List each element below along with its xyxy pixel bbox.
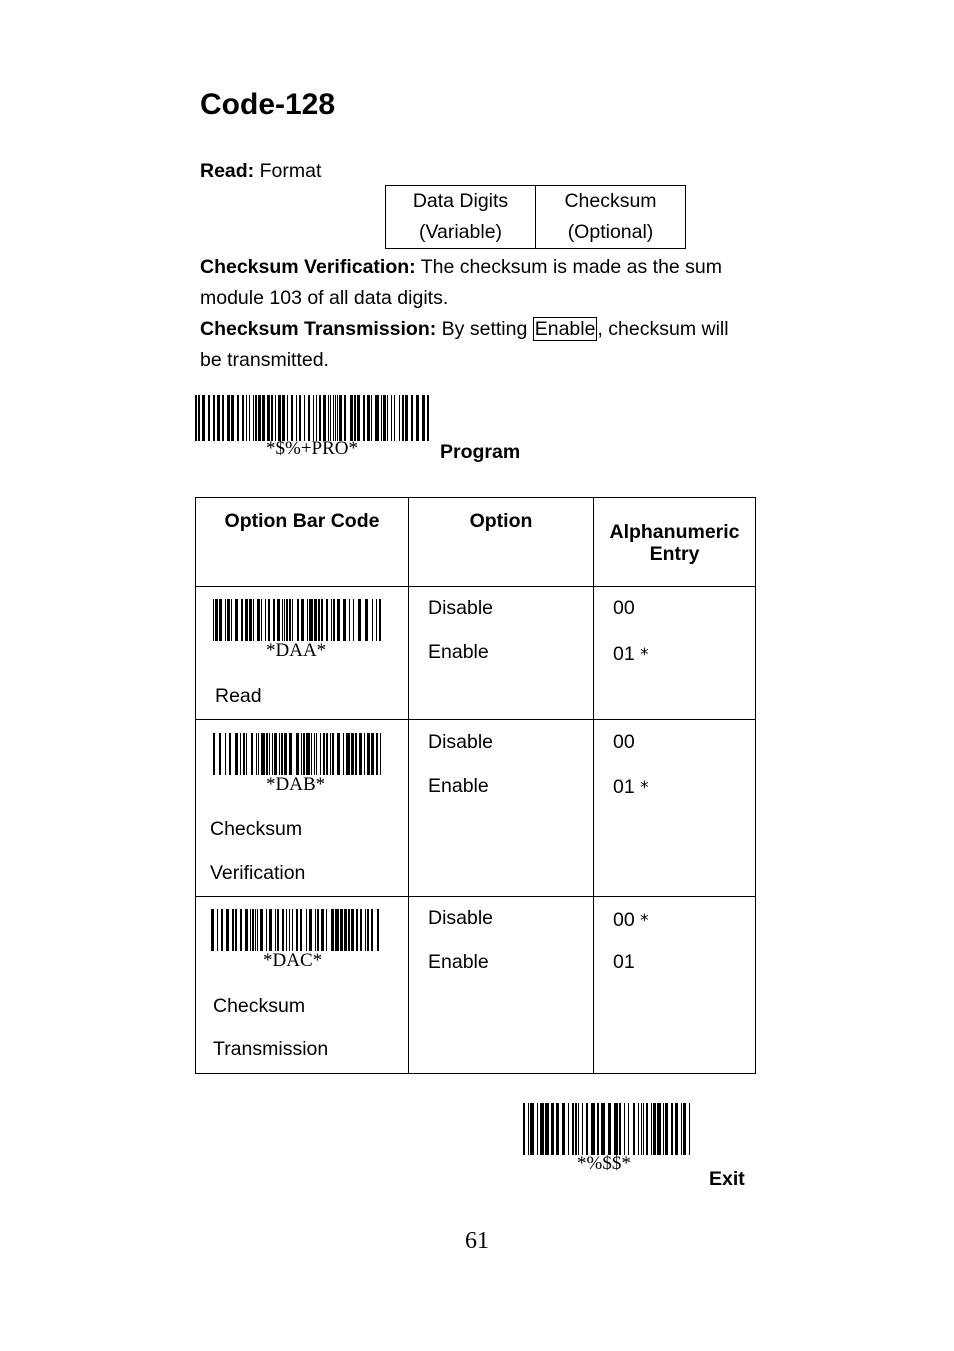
barcode-bar	[245, 599, 248, 641]
barcode-bar	[266, 909, 267, 951]
barcode-bar	[350, 395, 353, 441]
barcode-bar	[272, 733, 273, 775]
barcode-bar	[213, 733, 215, 775]
barcode-bar	[381, 395, 382, 441]
barcode-bar	[523, 1103, 525, 1155]
option-enable: Enable	[428, 641, 489, 663]
format-cell-checksum: Checksum (Optional)	[536, 186, 686, 249]
barcode-bar	[391, 395, 392, 441]
barcode-bar	[308, 395, 310, 441]
barcode-bar	[380, 733, 381, 775]
barcode-bar	[633, 1103, 635, 1155]
barcode-bar	[575, 1103, 577, 1155]
barcode-bar	[277, 599, 280, 641]
barcode-bar	[351, 909, 354, 951]
barcode-bar	[323, 395, 326, 441]
barcode-bar	[646, 1103, 648, 1155]
barcode-bar	[337, 733, 340, 775]
header-alphanumeric-entry: Alphanumeric Entry	[594, 498, 756, 587]
barcode-bar	[376, 733, 378, 775]
format-table	[385, 185, 686, 249]
barcode-bar	[226, 909, 229, 951]
barcode-bar	[300, 909, 302, 951]
barcode-bar	[411, 395, 413, 441]
barcode-bar	[351, 733, 354, 775]
barcode-bar	[267, 395, 270, 441]
barcode-bar	[364, 733, 365, 775]
barcode-bar	[653, 1103, 656, 1155]
barcode-bar	[241, 599, 243, 641]
barcode-bar	[296, 733, 299, 775]
barcode-bar	[337, 395, 338, 441]
barcode-bar	[269, 909, 272, 951]
barcode-bar	[237, 395, 239, 441]
barcode-bar	[317, 909, 319, 951]
barcode-bar	[256, 733, 257, 775]
barcode-bar	[297, 599, 299, 641]
barcode-bar	[286, 599, 288, 641]
barcode-bar	[243, 733, 245, 775]
barcode-bar	[289, 599, 291, 641]
barcode-bar	[321, 909, 324, 951]
exit-barcode[interactable]	[523, 1103, 690, 1155]
barcode-bar	[326, 733, 328, 775]
enable-boxed: Enable	[534, 318, 596, 340]
barcode-bar	[348, 909, 350, 951]
barcode-bar	[343, 599, 346, 641]
table-row: *DAA* Read Disable Enable 00 01 *	[196, 587, 756, 720]
barcode-bar	[371, 733, 374, 775]
barcode-bar	[314, 599, 317, 641]
barcode-bar	[344, 395, 346, 441]
barcode-bar	[383, 395, 386, 441]
barcode-bar	[257, 599, 260, 641]
barcode-bar	[372, 599, 373, 641]
barcode-bar	[278, 395, 281, 441]
barcode-bar	[586, 1103, 588, 1155]
barcode-bar	[225, 599, 226, 641]
entry-00: 00	[613, 597, 635, 619]
barcode-bar	[331, 909, 334, 951]
barcode-bar	[624, 1103, 625, 1155]
barcode-bar	[405, 395, 408, 441]
barcode-bar	[367, 733, 370, 775]
default-star-icon: *	[640, 645, 649, 665]
barcode-bar	[321, 599, 323, 641]
barcode-bar	[246, 733, 247, 775]
barcode-bar	[326, 909, 327, 951]
barcode-bar	[651, 1103, 652, 1155]
barcode-bar	[289, 733, 292, 775]
barcode-bar	[337, 599, 340, 641]
read-barcode[interactable]	[213, 599, 381, 641]
barcode-bar	[231, 599, 232, 641]
barcode-bar	[246, 395, 247, 441]
barcode-bar	[540, 1103, 544, 1155]
barcode-bar	[284, 599, 285, 641]
barcode-bar	[402, 395, 404, 441]
barcode-bar	[211, 909, 214, 951]
barcode-bar	[301, 599, 304, 641]
barcode-bar	[572, 1103, 574, 1155]
default-star-icon: *	[640, 778, 649, 798]
exit-barcode-text: *%$$*	[577, 1153, 631, 1174]
program-barcode[interactable]	[195, 395, 429, 441]
barcode-bar	[260, 909, 263, 951]
barcode-bar	[349, 599, 350, 641]
barcode-bar	[556, 1103, 559, 1155]
barcode-bar	[309, 909, 312, 951]
barcode-bar	[528, 1103, 529, 1155]
program-label: Program	[440, 441, 521, 463]
barcode-bar	[377, 909, 379, 951]
barcode-bar	[213, 599, 214, 641]
barcode-bar	[217, 395, 220, 441]
barcode-bar	[359, 733, 362, 775]
checksum-transmission-barcode[interactable]	[211, 909, 379, 951]
page-title: Code-128	[200, 88, 336, 121]
barcode-bar	[306, 733, 310, 775]
barcode-bar	[394, 395, 395, 441]
barcode-bar	[296, 909, 298, 951]
barcode-bar	[330, 733, 331, 775]
barcode-bar	[268, 599, 270, 641]
barcode-bar	[281, 733, 283, 775]
barcode-bar	[346, 733, 350, 775]
barcode-bar	[319, 395, 321, 441]
barcode-bar	[265, 599, 266, 641]
barcode-bar	[641, 1103, 642, 1155]
barcode-bar	[287, 395, 288, 441]
barcode-bar	[367, 395, 370, 441]
barcode-bar	[284, 733, 287, 775]
barcode-bar	[628, 1103, 629, 1155]
barcode-bar	[219, 733, 221, 775]
barcode-bar	[195, 395, 197, 441]
barcode-bar	[681, 1103, 682, 1155]
barcode-bar	[422, 395, 425, 441]
barcode-bar	[619, 1103, 621, 1155]
barcode-bar	[314, 733, 315, 775]
barcode-bar	[269, 733, 270, 775]
barcode-bar	[330, 395, 331, 441]
barcode-bar	[296, 395, 297, 441]
barcode-bar	[354, 395, 356, 441]
barcode-bar	[258, 395, 261, 441]
barcode-bar	[578, 1103, 579, 1155]
barcode-bar	[227, 395, 230, 441]
barcode-bar	[360, 909, 362, 951]
barcode-bar	[198, 395, 200, 441]
barcode-bar	[387, 395, 388, 441]
row-name: Read	[215, 685, 262, 707]
barcode-bar	[530, 1103, 534, 1155]
table-row: *DAC* Checksum Transmission Disable Enable 00 * 01	[196, 897, 756, 1074]
barcode-bar	[261, 733, 265, 775]
barcode-bar	[213, 395, 215, 441]
read-format-text: Format	[259, 160, 322, 182]
barcode-bar	[251, 733, 253, 775]
barcode-bar	[683, 1103, 686, 1155]
row-name: Checksum	[210, 818, 303, 840]
barcode-bar	[235, 733, 238, 775]
entry-00: 00	[613, 731, 635, 753]
barcode-bar	[416, 395, 419, 441]
entry-01: 01 *	[613, 776, 649, 798]
barcode-bar	[331, 599, 332, 641]
barcode-bar	[219, 599, 222, 641]
barcode-bar	[344, 909, 347, 951]
barcode-bar	[671, 1103, 673, 1155]
barcode-bar	[332, 733, 334, 775]
default-star-icon: *	[640, 911, 649, 931]
barcode-bar	[240, 733, 241, 775]
exit-label: Exit	[709, 1168, 745, 1190]
barcode-bar	[399, 395, 400, 441]
barcode-bar	[333, 599, 335, 641]
barcode-bar	[363, 395, 365, 441]
barcode-bar	[250, 909, 251, 951]
row-name: Checksum	[213, 995, 306, 1017]
barcode-bar	[301, 733, 302, 775]
barcode-bar	[217, 909, 218, 951]
barcode-bar	[367, 909, 369, 951]
checksum-verification-paragraph: Checksum Verification: The checksum is made as the sum module 103 of all data digits. Checksum Transmission: By setting Enable , checksum will be transmitted.	[200, 256, 729, 371]
barcode-bar	[255, 909, 256, 951]
barcode-bar	[689, 1103, 690, 1155]
barcode-bar	[638, 1103, 639, 1155]
barcode-bar	[282, 599, 283, 641]
barcode-bar	[286, 909, 287, 951]
barcode-bar	[675, 1103, 678, 1155]
barcode-bar	[235, 909, 237, 951]
barcode-bar	[371, 909, 373, 951]
program-barcode-text: *$%+PRO*	[266, 438, 359, 459]
barcode-bar	[257, 909, 258, 951]
option-disable: Disable	[428, 907, 494, 929]
barcode-bar	[306, 909, 307, 951]
format-cell-data-digits: Data Digits (Variable)	[386, 186, 536, 249]
option-enable: Enable	[428, 775, 489, 797]
barcode-bar	[275, 909, 276, 951]
row-name-2: Verification	[210, 862, 306, 884]
barcode-bar	[323, 733, 325, 775]
barcode-bar	[291, 395, 293, 441]
barcode-bar	[328, 395, 329, 441]
barcode-bar	[262, 395, 265, 441]
option-enable: Enable	[428, 951, 489, 973]
barcode-bar	[356, 909, 358, 951]
barcode-bar	[229, 733, 231, 775]
barcode-bar	[271, 395, 273, 441]
barcode-bar	[582, 1103, 583, 1155]
barcode-bar	[242, 395, 244, 441]
read-format-line	[200, 156, 321, 187]
barcode-bar	[266, 733, 268, 775]
barcode-bar	[307, 599, 308, 641]
barcode-bar	[568, 1103, 569, 1155]
options-table	[195, 497, 756, 1074]
barcode-bar	[343, 733, 344, 775]
barcode-bar	[335, 395, 336, 441]
barcode-bar	[232, 909, 234, 951]
barcode-bar	[225, 733, 226, 775]
barcode-bar	[597, 1103, 599, 1155]
entry-01: 01	[613, 951, 635, 973]
barcode-bar	[235, 599, 238, 641]
barcode-bar	[358, 599, 361, 641]
barcode-bar	[240, 909, 242, 951]
barcode-bar	[665, 1103, 668, 1155]
barcode-bar	[545, 1103, 549, 1155]
barcode-bar	[275, 395, 276, 441]
barcode-bar	[303, 733, 305, 775]
barcode-bar	[375, 395, 379, 441]
barcode-bar	[249, 395, 250, 441]
barcode-bar	[215, 599, 218, 641]
barcode-bar	[316, 395, 317, 441]
barcode-bar	[427, 395, 429, 441]
barcode-bar	[311, 733, 312, 775]
barcode-bar	[231, 395, 234, 441]
barcode-bar	[333, 395, 334, 441]
barcode-bar	[614, 1103, 618, 1155]
barcode-bar	[282, 909, 284, 951]
barcode-bar	[355, 733, 357, 775]
barcode-bar	[562, 1103, 565, 1155]
barcode-bar	[227, 599, 230, 641]
barcode-bar	[318, 599, 320, 641]
barcode-bar	[357, 395, 360, 441]
barcode-bar	[279, 733, 280, 775]
barcode-bar	[202, 395, 205, 441]
barcode-bar	[335, 909, 339, 951]
barcode-bar	[313, 395, 314, 441]
barcode-bar	[315, 909, 316, 951]
barcode-bar	[273, 599, 275, 641]
barcode-bar	[365, 599, 368, 641]
barcode-bar	[316, 733, 317, 775]
header-option-bar-code: Option Bar Code	[196, 498, 409, 587]
barcode-bar	[253, 599, 254, 641]
barcode-bar	[339, 395, 342, 441]
barcode-bar	[208, 395, 210, 441]
barcode-bar	[643, 1103, 644, 1155]
option-disable: Disable	[428, 731, 494, 753]
barcode-bar	[353, 599, 354, 641]
barcode-bar	[304, 395, 305, 441]
barcode-bar	[601, 1103, 605, 1155]
barcode-bar	[591, 1103, 595, 1155]
barcode-bar	[249, 599, 252, 641]
barcode-bar	[376, 599, 377, 641]
barcode-bar	[326, 599, 328, 641]
checksum-verification-barcode[interactable]	[213, 733, 381, 775]
barcode-bar	[261, 599, 262, 641]
barcode-bar	[289, 909, 290, 951]
barcode-bar	[252, 909, 254, 951]
table-row: *DAB* Checksum Verification Disable Enable 00 01 *	[196, 720, 756, 897]
barcode-bar	[371, 395, 372, 441]
header-option: Option	[409, 498, 594, 587]
barcode-bar	[309, 599, 313, 641]
barcode-bar	[379, 599, 381, 641]
row-name-2: Transmission	[213, 1038, 329, 1060]
barcode-bar	[657, 1103, 661, 1155]
barcode-bar	[663, 1103, 664, 1155]
barcode-bar	[320, 733, 321, 775]
page-number: 61	[465, 1228, 489, 1254]
barcode-bar	[537, 1103, 538, 1155]
barcode-bar	[221, 909, 223, 951]
barcode-bar	[292, 599, 293, 641]
barcode-bar	[340, 909, 343, 951]
barcode-bar	[222, 395, 224, 441]
entry-00: 00 *	[613, 909, 649, 931]
barcode-bar	[365, 909, 366, 951]
barcode-bar	[255, 395, 257, 441]
barcode-bar	[551, 1103, 554, 1155]
barcode-bar	[299, 395, 301, 441]
barcode-bar	[258, 733, 259, 775]
entry-01: 01 *	[613, 643, 649, 665]
barcode-bar	[282, 395, 285, 441]
option-disable: Disable	[428, 597, 494, 619]
barcode-bar	[608, 1103, 611, 1155]
barcode-bar	[245, 909, 248, 951]
barcode-bar	[277, 909, 279, 951]
read-label: Read:	[200, 160, 255, 182]
barcode-bar	[274, 733, 277, 775]
barcode-bar	[292, 909, 293, 951]
barcode-bar	[253, 395, 254, 441]
